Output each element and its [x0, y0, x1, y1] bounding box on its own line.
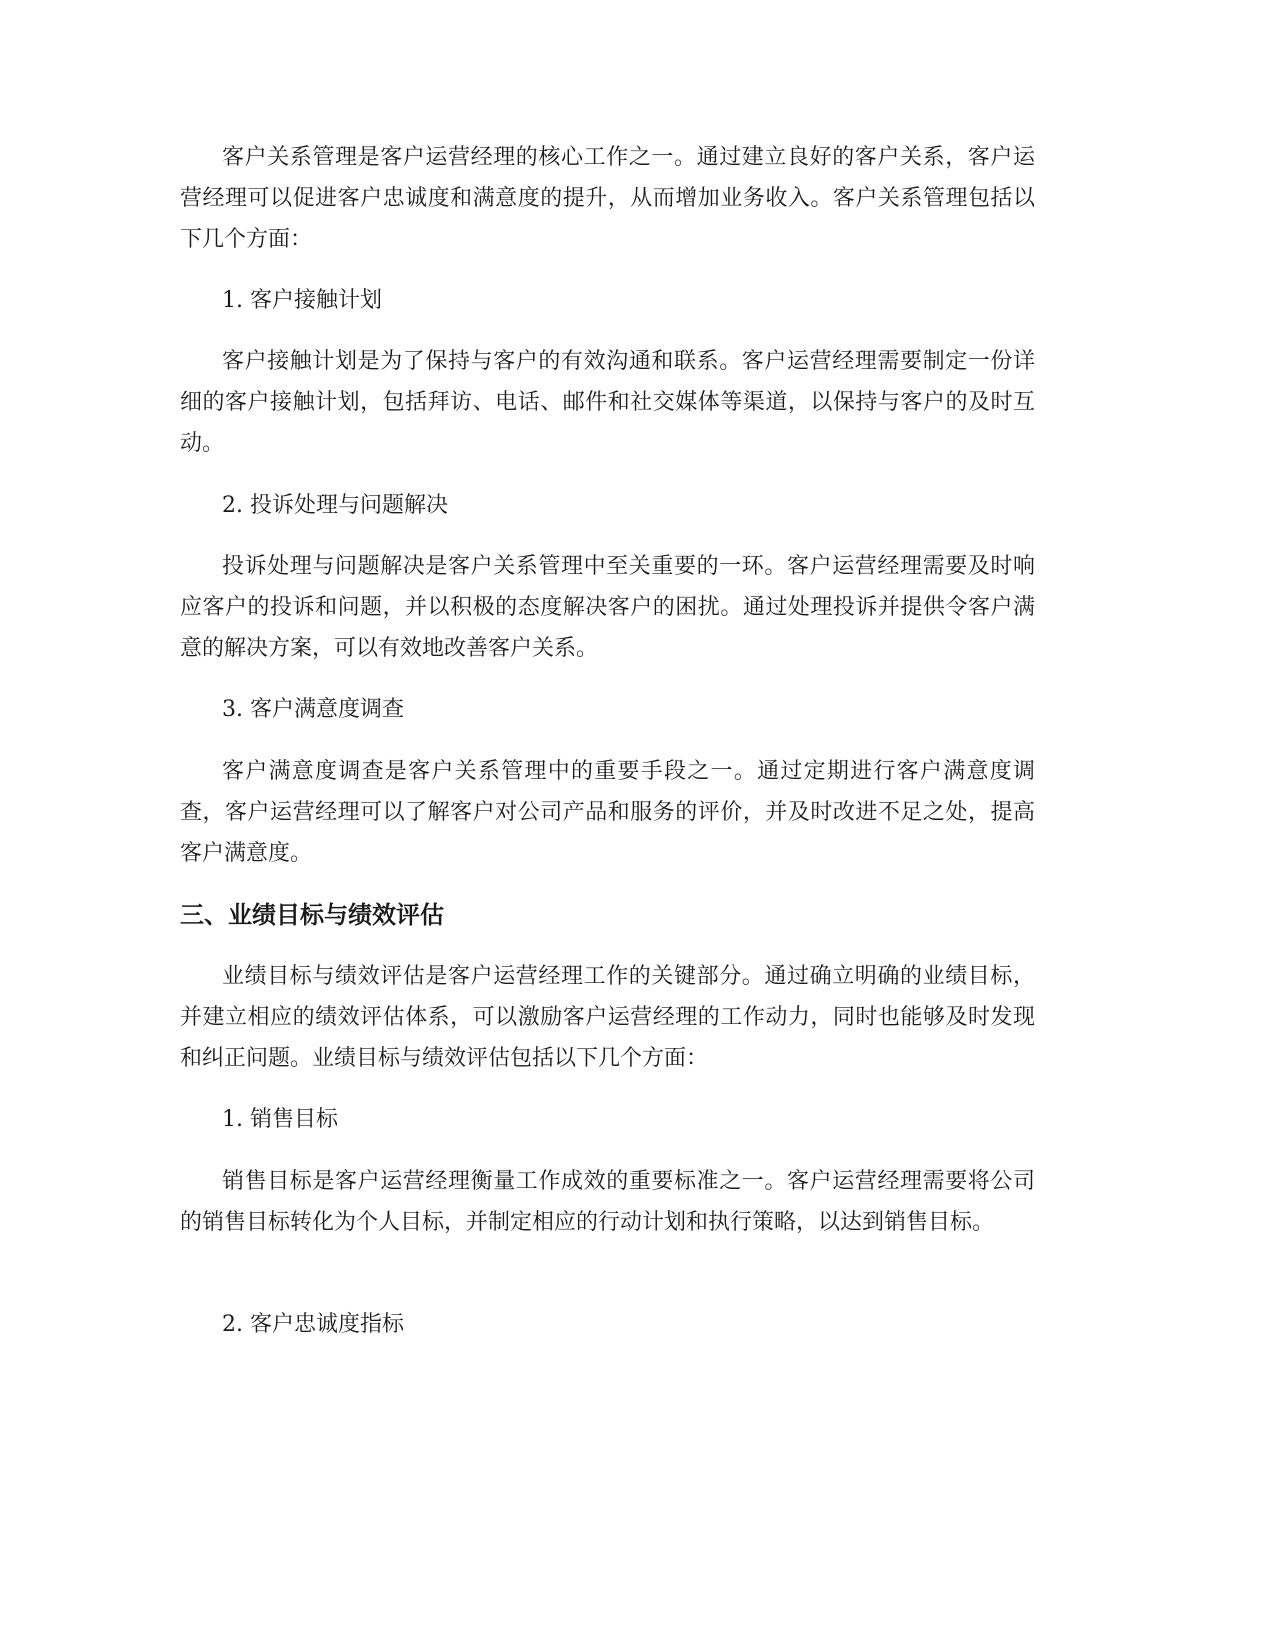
- paragraph-performance-intro: 业绩目标与绩效评估是客户运营经理工作的关键部分。通过确立明确的业绩目标，并建立相应的绩效评估体系，可以激励客户运营经理的工作动力，同时也能够及时发现和纠正问题。业绩目标与绩效评估包括以下几个方面：: [180, 964, 1035, 1071]
- list-item-satisfaction-survey: 3. 客户满意度调查: [222, 697, 404, 722]
- list-item-contact-plan: 1. 客户接触计划: [222, 288, 382, 313]
- paragraph-crm-intro: 客户关系管理是客户运营经理的核心工作之一。通过建立良好的客户关系，客户运营经理可以促进客户忠诚度和满意度的提升，从而增加业务收入。客户关系管理包括以下几个方面：: [180, 145, 1035, 252]
- paragraph-sales-target: 销售目标是客户运营经理衡量工作成效的重要标准之一。客户运营经理需要将公司的销售目标转化为个人目标，并制定相应的行动计划和执行策略，以达到销售目标。: [180, 1169, 1035, 1235]
- paragraph-satisfaction-survey: 客户满意度调查是客户关系管理中的重要手段之一。通过定期进行客户满意度调查，客户运营经理可以了解客户对公司产品和服务的评价，并及时改进不足之处，提高客户满意度。: [180, 759, 1035, 866]
- paragraph-complaint-handling: 投诉处理与问题解决是客户关系管理中至关重要的一环。客户运营经理需要及时响应客户的投诉和问题，并以积极的态度解决客户的困扰。通过处理投诉并提供令客户满意的解决方案，可以有效地改善客户关系。: [180, 554, 1035, 661]
- list-item-complaint-handling: 2. 投诉处理与问题解决: [222, 493, 448, 518]
- paragraph-contact-plan: 客户接触计划是为了保持与客户的有效沟通和联系。客户运营经理需要制定一份详细的客户接触计划，包括拜访、电话、邮件和社交媒体等渠道，以保持与客户的及时互动。: [180, 349, 1035, 456]
- list-item-sales-target: 1. 销售目标: [222, 1107, 338, 1132]
- section-heading-performance: 三、业绩目标与绩效评估: [180, 901, 444, 929]
- list-item-loyalty-index: 2. 客户忠诚度指标: [222, 1312, 404, 1337]
